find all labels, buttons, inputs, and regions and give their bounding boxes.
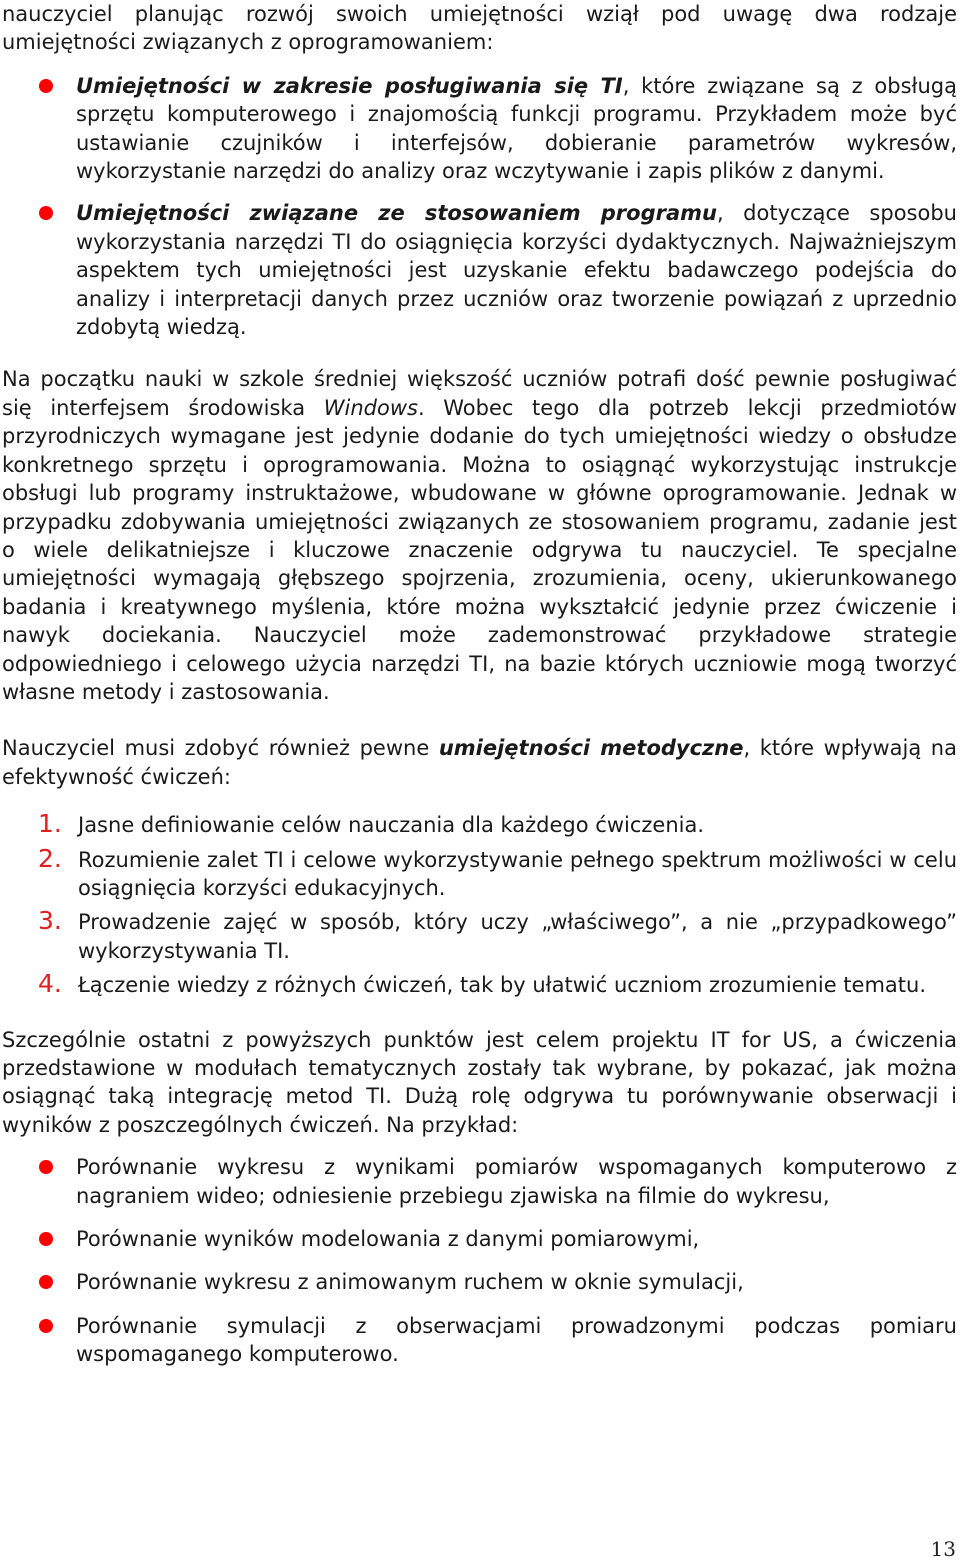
- item-number: 2.: [38, 843, 62, 873]
- numbered-item: [2, 843, 957, 903]
- skill-term: Umiejętności związane ze stosowaniem programu: [76, 201, 717, 226]
- example-text: Porównanie symulacji z obserwacjami prowadzonymi podczas pomiaru wspomaganego komputerowo.: [76, 1313, 957, 1367]
- paragraph-windows: [2, 365, 957, 706]
- example-item: [2, 1268, 957, 1296]
- item-text: Łączenie wiedzy z różnych ćwiczeń, tak by ułatwić uczniom zrozumienie tematu.: [78, 973, 927, 998]
- numbered-item: [2, 971, 957, 999]
- item-text: Rozumienie zalet TI i celowe wykorzystywanie pełnego spektrum możliwości w celu osiągnięcia korzyści edukacyjnych.: [78, 847, 957, 900]
- bullet-icon: [39, 1160, 53, 1174]
- bullet-icon: [39, 1275, 53, 1289]
- skill-item: [2, 199, 957, 341]
- paragraph-text: , które wpływają na efektywność ćwiczeń:: [2, 736, 957, 789]
- numbered-list: [2, 811, 957, 999]
- paragraph-itforus: Szczególnie ostatni z powyższych punktów jest celem projektu IT for US, a ćwiczenia przedstawione w modułach tematycznych zostały tak wybrane, by pokazać, jak można osiągnąć taką integrację metod TI. Dużą rolę odgrywa tu porównywanie obserwacji i wyników z poszczególnych ćwiczeń. Na przykład:: [2, 1027, 957, 1137]
- paragraph-methodical: [2, 734, 957, 791]
- skills-list: [2, 72, 957, 342]
- item-number: 1.: [38, 809, 62, 839]
- numbered-item: [2, 811, 957, 839]
- item-number: 3.: [38, 906, 62, 936]
- item-text: Prowadzenie zajęć w sposób, który uczy „właściwego”, a nie „przypadkowego” wykorzystywania TI.: [78, 910, 957, 963]
- skill-text: , dotyczące sposobu wykorzystania narzędzi TI do osiągnięcia korzyści dydaktycznych. Najważniejszym aspektem tych umiejętności jest uzyskanie efektu badawczego podejścia do analizy i interpretacji danych przez uczniów oraz tworzenie powiązań z uprzednio zdobytą wiedzą.: [76, 201, 957, 340]
- windows-term: Windows: [323, 395, 418, 420]
- example-text: Porównanie wyników modelowania z danymi pomiarowymi,: [76, 1227, 700, 1252]
- document-page: [2, 0, 957, 1369]
- skill-term: Umiejętności w zakresie posługiwania się TI: [76, 73, 623, 98]
- item-number: 4.: [38, 969, 62, 999]
- bullet-icon: [39, 206, 53, 220]
- example-item: [2, 1225, 957, 1253]
- paragraph-text: . Wobec tego dla potrzeb lekcji przedmiotów przyrodniczych wymagane jest jedynie dodanie do tych umiejętności wiedzy o obsłudze konkretnego sprzętu i oprogramowania. Można to osiągnąć wykorzystując instrukcje obsługi lub programy instruktażowe, wbudowane w główne oprogramowanie. Jednak w przypadku zdobywania umiejętności związanych ze stosowaniem programu, zadanie jest o wiele delikatniejsze i kluczowe znaczenie odgrywa tu nauczyciel. Te specjalne umiejętności wymagają głębszego spojrzenia, zrozumienia, oceny, ukierunkowanego badania i kreatywnego myślenia, które można wykształcić jedynie przez ćwiczenie i nawyk dociekania. Nauczyciel może zademonstrować przykładowe strategie odpowiedniego i celowego użycia narzędzi TI, na bazie których uczniowie mogą tworzyć własne metody i zastosowania.: [2, 395, 957, 704]
- paragraph-text: Na początku nauki w szkole średniej większość uczniów potrafi dość pewnie posługiwać się interfejsem środowiska: [2, 367, 957, 420]
- paragraph-text: Nauczyciel musi zdobyć również pewne: [2, 736, 439, 761]
- methodical-skills-term: umiejętności metodyczne: [438, 736, 744, 761]
- examples-list: [2, 1153, 957, 1368]
- intro-paragraph: nauczyciel planując rozwój swoich umiejętności wziął pod uwagę dwa rodzaje umiejętności związanych z oprogramowaniem:: [2, 2, 957, 55]
- bullet-icon: [39, 79, 53, 93]
- bullet-icon: [39, 1319, 53, 1333]
- numbered-item: [2, 908, 957, 965]
- item-text: Jasne definiowanie celów nauczania dla każdego ćwiczenia.: [78, 813, 705, 838]
- page-number: 13: [930, 1536, 956, 1561]
- example-text: Porównanie wykresu z wynikami pomiarów wspomaganych komputerowo z nagraniem wideo; odniesienie przebiegu zjawiska na filmie do wykresu,: [76, 1155, 957, 1208]
- example-item: [2, 1312, 957, 1369]
- skill-item: [2, 72, 957, 186]
- example-item: [2, 1153, 957, 1210]
- bullet-icon: [39, 1232, 53, 1246]
- skill-text: , które związane są z obsługą sprzętu komputerowego i znajomością funkcji programu. Przykładem może być ustawianie czujników i interfejsów, dobieranie parametrów wykresów, wykorzystanie narzędzi do analizy oraz wczytywanie i zapis plików z danymi.: [76, 73, 957, 184]
- example-text: Porównanie wykresu z animowanym ruchem w oknie symulacji,: [76, 1270, 744, 1295]
